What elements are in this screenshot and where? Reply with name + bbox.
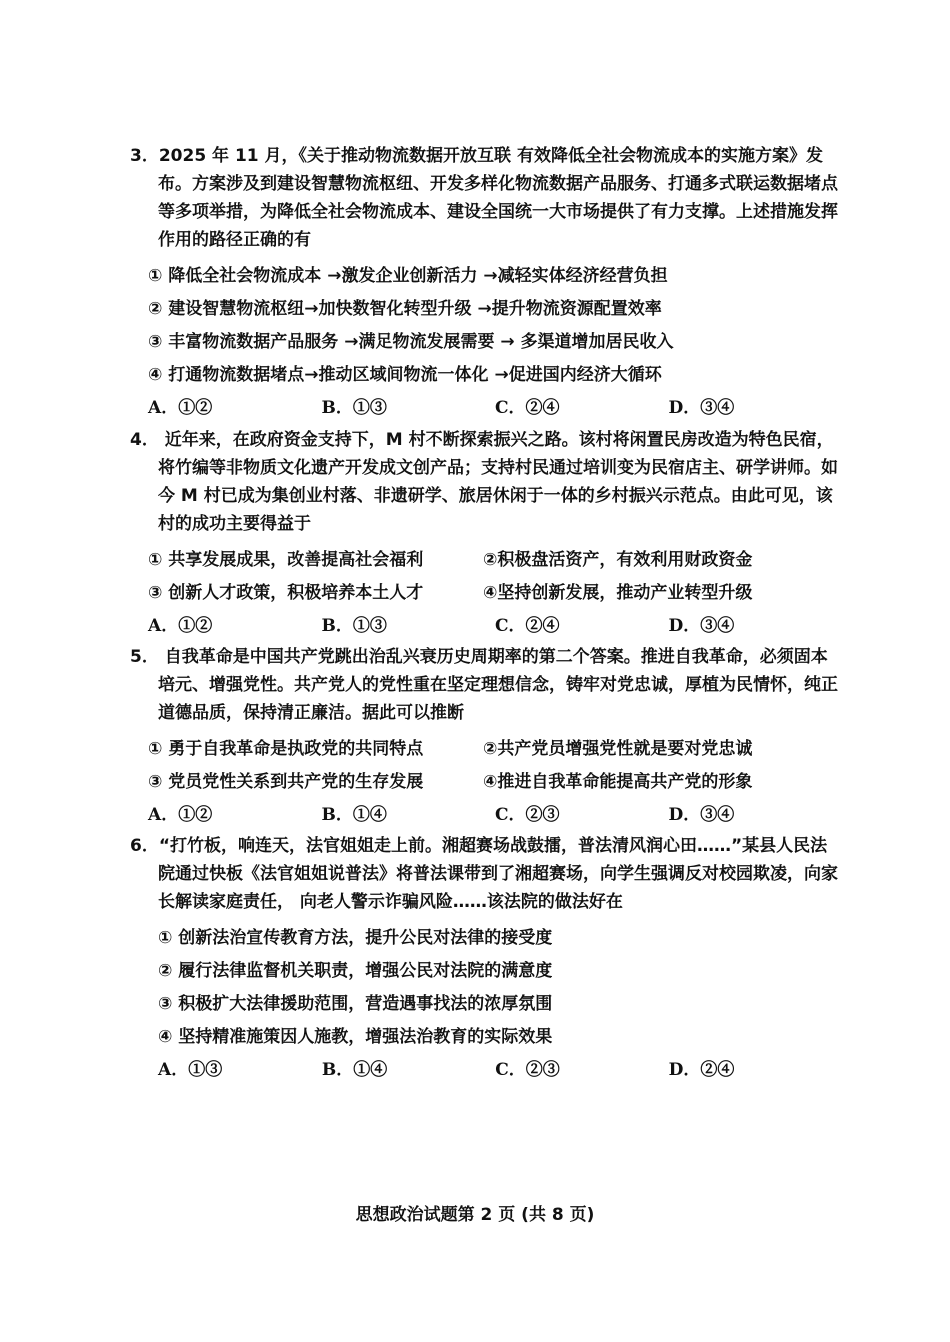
question-4-stem: 4． 近年来，在政府资金支持下，M 村不断探索振兴之路。该村将闲置民房改造为特色民宿，将竹编等非物质文化遗产开发成文创产品；支持村民通过培训变为民宿店主、研学讲师。如今 M 村已成为集创业村落、非遗研学、旅居休闲于一体的乡村振兴示范点。由此可见，该村的成功主要得益于 [130, 430, 838, 534]
question-3-option-3: ③ 丰富物流数据产品服务 →满足物流发展需要 → 多渠道增加居民收入 [148, 332, 674, 352]
question-4-options-row-2 [130, 577, 842, 610]
question-5-option-4: ④推进自我革命能提高共产党的形象 [483, 772, 753, 792]
choice-a: A．①② [148, 805, 213, 825]
choice-b: B．①④ [321, 805, 387, 825]
question-4-option-3: ③ 创新人才政策，积极培养本土人才 [148, 583, 424, 603]
choice-d: D．②④ [668, 1060, 735, 1080]
question-6-choices [130, 1054, 842, 1087]
choice-d: D．③④ [668, 616, 735, 636]
question-5-option-3: ③ 党员党性关系到共产党的生存发展 [148, 772, 424, 792]
choice-b: B．①④ [321, 1060, 388, 1080]
question-3-option-1: ① 降低全社会物流成本 →激发企业创新活力 →减轻实体经济经营负担 [148, 266, 668, 286]
question-5-stem: 5． 自我革命是中国共产党跳出治乱兴衰历史周期率的第二个答案。推进自我革命，必须固本培元、增强党性。共产党人的党性重在坚定理想信念，铸牢对党忠诚，厚植为民情怀，纯正道德品质，保持清正廉洁。据此可以推断 [130, 647, 838, 723]
choice-c: C．②③ [495, 1060, 560, 1080]
question-4-option-2: ②积极盘活资产，有效利用财政资金 [483, 550, 753, 570]
question-5-options-row-2 [130, 766, 842, 799]
question-6-option-4: ④ 坚持精准施策因人施教，增强法治教育的实际效果 [158, 1027, 553, 1047]
choice-b: B．①③ [321, 616, 387, 636]
choice-d: D．③④ [668, 398, 735, 418]
choice-b: B．①③ [321, 398, 387, 418]
question-5-option-1: ① 勇于自我革命是执政党的共同特点 [148, 739, 424, 759]
choice-c: C．②④ [495, 616, 560, 636]
choice-a: A．①② [148, 616, 213, 636]
question-3-stem: 3．2025 年 11 月，《关于推动物流数据开放互联 有效降低全社会物流成本的实施方案》发布。方案涉及到建设智慧物流枢纽、开发多样化物流数据产品服务、打通多式联运数据堵点等多项举措，为降低全社会物流成本、建设全国统一大市场提供了有力支撑。上述措施发挥作用的路径正确的有 [130, 146, 838, 250]
choice-a: A．①② [148, 398, 213, 418]
question-3-choices [130, 392, 842, 425]
page-footer: 思想政治试题第 2 页 (共 8 页) [355, 1205, 595, 1225]
question-6 [130, 832, 842, 1087]
question-3-option-4: ④ 打通物流数据堵点→推动区域间物流一体化 →促进国内经济大循环 [148, 365, 662, 385]
question-4 [130, 426, 842, 643]
question-6-option-3: ③ 积极扩大法律援助范围，营造遇事找法的浓厚氛围 [158, 994, 553, 1014]
question-4-option-1: ① 共享发展成果，改善提高社会福利 [148, 550, 424, 570]
question-4-choices [130, 610, 842, 643]
question-6-stem: 6．“打竹板，响连天，法官姐姐走上前。湘超赛场战鼓擂，普法清风润心田……”某县人民法院通过快板《法官姐姐说普法》将普法课带到了湘超赛场，向学生强调反对校园欺凌，向家长解读家庭责任， 向老人警示诈骗风险……该法院的做法好在 [130, 836, 838, 912]
question-6-option-1: ① 创新法治宣传教育方法，提升公民对法律的接受度 [158, 928, 553, 948]
question-4-options-row-1 [130, 544, 842, 577]
question-5-options-row-1 [130, 733, 842, 766]
choice-c: C．②③ [495, 805, 560, 825]
question-3-option-2: ② 建设智慧物流枢纽→加快数智化转型升级 →提升物流资源配置效率 [148, 299, 662, 319]
question-3 [130, 142, 842, 425]
question-5 [130, 643, 842, 832]
question-6-option-2: ② 履行法律监督机关职责，增强公民对法院的满意度 [158, 961, 553, 981]
choice-c: C．②④ [495, 398, 560, 418]
question-5-option-2: ②共产党员增强党性就是要对党忠诚 [483, 739, 753, 759]
choice-a: A．①③ [158, 1060, 223, 1080]
question-4-option-4: ④坚持创新发展，推动产业转型升级 [483, 583, 753, 603]
choice-d: D．③④ [668, 805, 735, 825]
question-5-choices [130, 799, 842, 832]
